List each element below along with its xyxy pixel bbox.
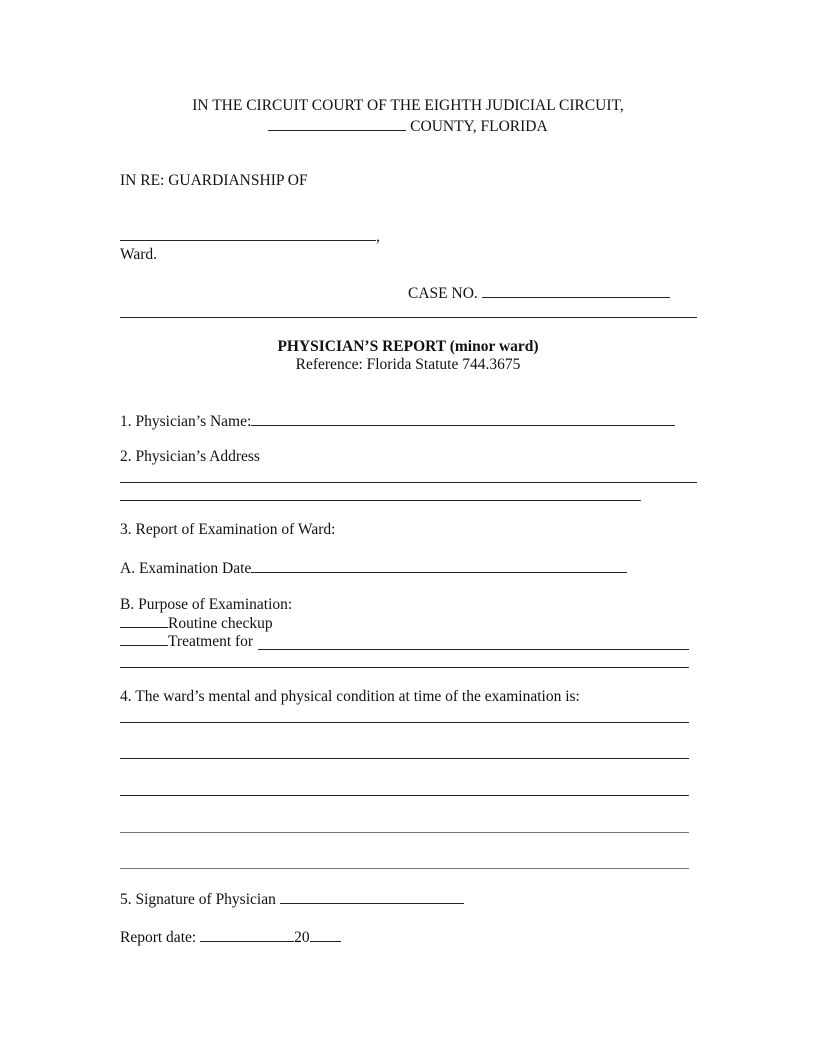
exam-date-blank[interactable] [251,559,627,573]
condition-line-3[interactable] [120,795,689,796]
condition-line-4[interactable] [120,832,689,833]
routine-checkup-checkbox[interactable] [120,614,168,628]
address-line-1[interactable] [120,482,697,483]
signature-blank[interactable] [280,890,464,904]
case-no-label: CASE NO. [408,285,482,302]
ward-name-line [120,227,380,246]
report-of-exam-label: 3. Report of Examination of Ward: [120,521,336,538]
signature-line [120,890,464,909]
case-no-line [408,284,670,303]
report-date-line [120,928,341,947]
condition-line-2[interactable] [120,758,689,759]
condition-line-1[interactable] [120,722,689,723]
routine-checkup-line [120,614,273,633]
treatment-for-blank[interactable] [258,649,689,650]
physician-name-line [120,412,675,431]
county-line [0,117,816,136]
ward-label: Ward. [120,246,158,263]
condition-label: 4. The ward’s mental and physical condition at time of the examination is: [120,688,580,705]
ward-name-blank[interactable] [120,227,376,241]
court-heading: IN THE CIRCUIT COURT OF THE EIGHTH JUDICIAL CIRCUIT, [192,97,624,114]
treatment-for-label: Treatment for [168,633,254,650]
report-title: PHYSICIAN’S REPORT (minor ward) [277,338,539,355]
report-date-blank[interactable] [200,928,294,942]
purpose-label: B. Purpose of Examination: [120,596,293,613]
physician-name-blank[interactable] [251,412,675,426]
in-re-label: IN RE: GUARDIANSHIP OF [120,172,308,189]
physician-address-label: 2. Physician’s Address [120,448,260,465]
treatment-for-line [120,632,253,651]
county-label: COUNTY, FLORIDA [406,118,548,135]
address-line-2[interactable] [120,500,641,501]
exam-date-label: A. Examination Date [120,560,252,577]
physician-name-label: 1. Physician’s Name: [120,413,252,430]
routine-checkup-label: Routine checkup [168,615,273,632]
treatment-for-blank-2[interactable] [120,667,689,668]
statute-reference: Reference: Florida Statute 744.3675 [295,356,521,373]
exam-date-line [120,559,627,578]
treatment-for-checkbox[interactable] [120,632,168,646]
condition-line-5[interactable] [120,868,689,869]
signature-label: 5. Signature of Physician [120,891,280,908]
county-blank[interactable] [268,117,406,131]
caption-divider [120,317,697,318]
ward-comma: , [376,228,380,245]
report-date-label: Report date: [120,929,201,946]
case-no-blank[interactable] [482,284,670,298]
year-prefix: 20 [294,929,310,946]
report-year-blank[interactable] [310,928,341,942]
